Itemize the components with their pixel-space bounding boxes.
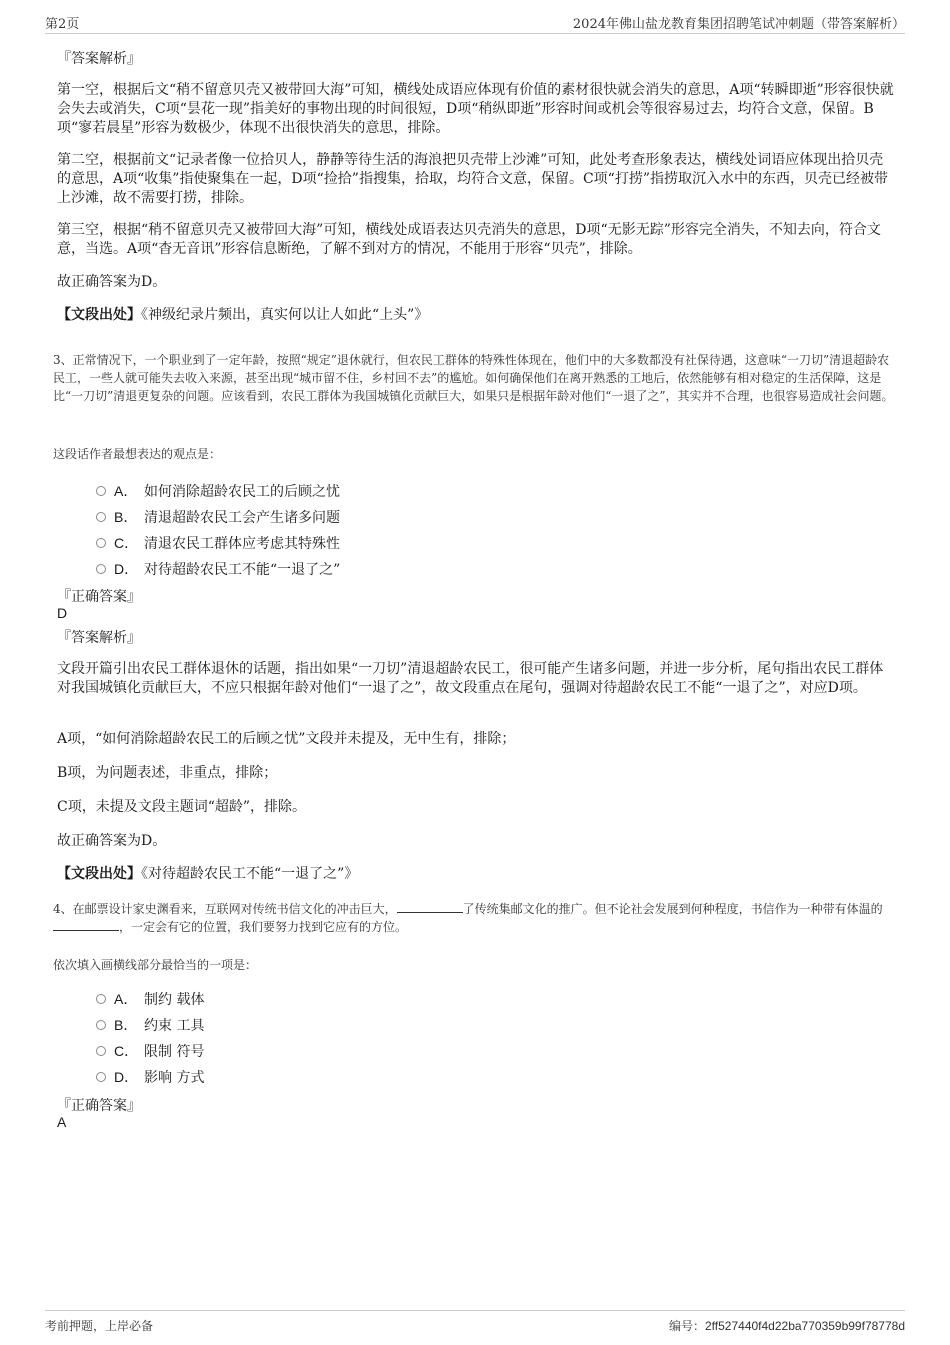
page-header xyxy=(45,12,905,34)
radio-icon[interactable] xyxy=(96,1046,106,1056)
q3-option-c[interactable]: C． 清退农民工群体应考虑其特殊性 xyxy=(96,533,340,553)
q4-option-d[interactable]: D． 影响 方式 xyxy=(96,1067,204,1087)
footer-code: 编号：2ff527440f4d22ba770359b99f78778d xyxy=(668,1319,905,1333)
q3-source xyxy=(57,865,895,884)
q4-prompt: 依次填入画横线部分最恰当的一项是： xyxy=(53,958,258,972)
q3-source-label: 【文段出处】 xyxy=(57,866,141,882)
q3-option-b[interactable]: B． 清退超龄农民工会产生诸多问题 xyxy=(96,507,340,527)
q3-stem: 3、正常情况下，一个职业到了一定年龄，按照“规定”退休就行，但农民工群体的特殊性体现在，他们中的大多数都没有社保待遇，这意味“一刀切”清退超龄农民工，一些人就可能失去收入来源，甚至出现“城市留不住，乡村回不去”的尴尬。如何确保他们在离开熟悉的工地后，依然能够有相对稳定的生活保障，这是比“一刀切”清退更复杂的问题。应该看到，农民工群体为我国城镇化贡献巨大，如果只是根据年龄对他们“一退了之”，其实并不合理，也很容易造成社会问题。 xyxy=(53,353,894,403)
q2-analysis-p2: 第二空，根据前文“记录者像一位拾贝人，静静等待生活的海浪把贝壳带上沙滩”可知，此处考查形象表达，横线处词语应体现出拾贝壳的意思，A项“收集”指使聚集在一起，D项“捡拾”指搜集，拾取，均符合文意，保留。C项“打捞”指捞取沉入水中的东西，贝壳已经被带上沙滩，故不需要打捞，排除。 xyxy=(57,152,888,206)
q3-analysis-p4: C项，未提及文段主题词“超龄”，排除。 xyxy=(57,799,307,815)
page-footer xyxy=(45,1310,905,1334)
q2-analysis-p1: 第一空，根据后文“稍不留意贝壳又被带回大海”可知，横线处成语应体现有价值的素材很快就会消失的意思，A项“转瞬即逝”形容很快就会失去或消失，C项“昙花一现”指美好的事物出现的时间很短，D项“稍纵即逝”形容时间或机会等很容易过去，均符合文意，保留。B项“寥若晨星”形容为数极少，体现不出很快消失的意思，排除。 xyxy=(57,82,894,136)
q3-option-d[interactable]: D． 对待超龄农民工不能“一退了之” xyxy=(96,559,340,579)
q2-analysis-p3: 第三空，根据“稍不留意贝壳又被带回大海”可知，横线处成语表达贝壳消失的意思，D项“无影无踪”形容完全消失，不知去向，符合文意，当选。A项“杳无音讯”形容信息断绝，了解不到对方的情况，不能用于形容“贝壳”，排除。 xyxy=(57,222,881,257)
q3-option-a[interactable]: A． 如何消除超龄农民工的后顾之忧 xyxy=(96,481,340,501)
radio-icon[interactable] xyxy=(96,564,106,574)
radio-icon[interactable] xyxy=(96,486,106,496)
q2-source-label: 【文段出处】 xyxy=(57,307,141,323)
radio-icon[interactable] xyxy=(96,1072,106,1082)
document-title: 2024年佛山盐龙教育集团招聘笔试冲刺题（带答案解析） xyxy=(572,17,905,32)
radio-icon[interactable] xyxy=(96,994,106,1004)
q4-answer-label: 『正确答案』 xyxy=(57,1098,141,1114)
q2-source-title: 《神级纪录片频出，真实何以让人如此“上头”》 xyxy=(141,307,429,323)
q4-stem: 4、在邮票设计家史渊看来，互联网对传统书信文化的冲击巨大， 了传统集邮文化的推广。但不论社会发展到何种程度，书信作为一种带有体温的，一定会有它的位置，我们要努力找到它应有的方位。 xyxy=(53,902,883,934)
q3-answer-label: 『正确答案』 xyxy=(57,589,141,605)
q2-conclusion: 故正确答案为D。 xyxy=(57,274,167,290)
radio-icon[interactable] xyxy=(96,1020,106,1030)
q3-conclusion: 故正确答案为D。 xyxy=(57,833,167,849)
q4-blank-1 xyxy=(397,901,463,913)
page-number: 第2页 xyxy=(45,17,80,32)
q3-answer: D xyxy=(57,605,68,621)
q3-analysis-label: 『答案解析』 xyxy=(57,630,141,646)
radio-icon[interactable] xyxy=(96,512,106,522)
q4-blank-2 xyxy=(53,919,119,931)
footer-slogan: 考前押题，上岸必备 xyxy=(45,1319,154,1333)
q4-option-c[interactable]: C． 限制 符号 xyxy=(96,1041,204,1061)
q3-analysis-p3: B项，为问题表述，非重点，排除； xyxy=(57,765,278,781)
q2-analysis-label: 『答案解析』 xyxy=(57,51,141,67)
q4-option-a[interactable]: A． 制约 载体 xyxy=(96,989,204,1009)
q3-prompt: 这段话作者最想表达的观点是： xyxy=(53,447,222,461)
q3-analysis-p1: 文段开篇引出农民工群体退休的话题，指出如果“一刀切”清退超龄农民工，很可能产生诸多问题，并进一步分析，尾句指出农民工群体对我国城镇化贡献巨大，不应只根据年龄对他们“一退了之”，故文段重点在尾句，强调对待超龄农民工不能“一退了之”，对应D项。 xyxy=(57,661,884,696)
q3-analysis-p2: A项，“如何消除超龄农民工的后顾之忧”文段并未提及，无中生有，排除； xyxy=(57,731,516,747)
radio-icon[interactable] xyxy=(96,538,106,548)
q4-option-b[interactable]: B． 约束 工具 xyxy=(96,1015,204,1035)
q3-source-title: 《对待超龄农民工不能“一退了之”》 xyxy=(141,866,359,882)
q4-answer: A xyxy=(57,1114,67,1130)
q2-source xyxy=(57,306,895,325)
